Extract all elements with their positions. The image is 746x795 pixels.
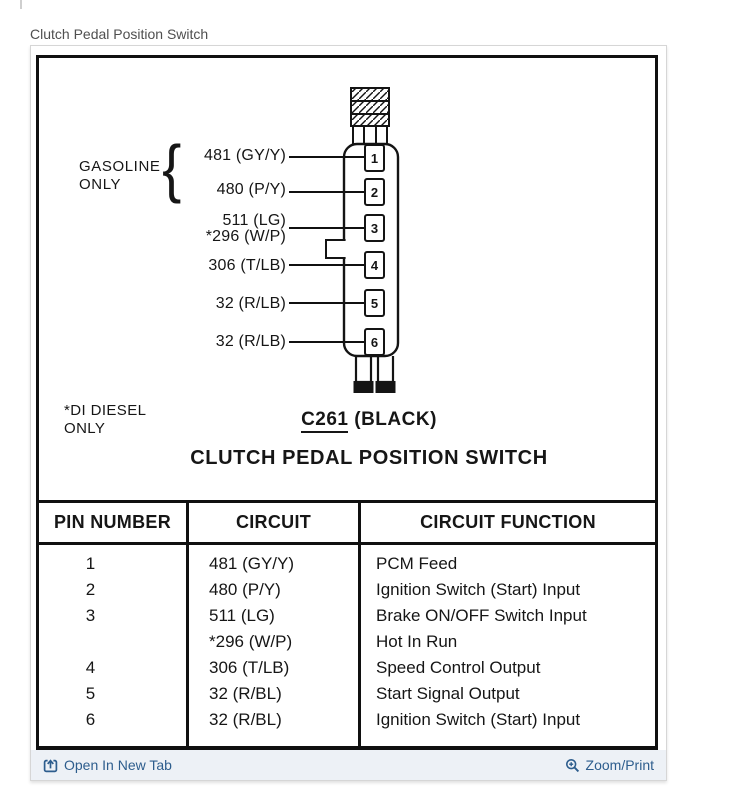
table-row [38,544,657,578]
table-row [38,655,657,681]
wiring-diagram-image [36,55,658,751]
page-title: Clutch Pedal Position Switch [30,26,209,42]
cell-pin: 3 [38,603,188,629]
header-pin-number: PIN NUMBER [38,502,188,544]
cell-circuit: 481 (GY/Y) [188,544,360,578]
cell-pin: 1 [38,544,188,578]
pin-number-6: 6 [370,335,379,350]
pin-table-header-row [38,502,657,544]
diesel-note-line2: ONLY [64,420,106,437]
cell-circuit: 480 (P/Y) [188,577,360,603]
table-row [38,707,657,748]
wire-label-3-line1: 511 (LG) [222,212,286,229]
pin-number-2: 2 [370,185,379,200]
cell-circuit: 511 (LG) [188,603,360,629]
table-row [38,681,657,707]
wire-label-4: 306 (T/LB) [208,257,286,274]
cell-pin [38,629,188,655]
wire-label-1: 481 (GY/Y) [203,147,286,164]
cell-circuit: 32 (R/BL) [188,707,360,748]
cell-pin: 6 [38,707,188,748]
wire-label-2: 480 (P/Y) [216,181,286,198]
cell-circuit: 32 (R/BL) [188,681,360,707]
page-edge-mark [20,0,22,9]
cell-pin: 5 [38,681,188,707]
header-circuit: CIRCUIT [188,502,360,544]
table-row [38,577,657,603]
cell-function: Ignition Switch (Start) Input [360,707,657,748]
wire-label-6: 32 (R/LB) [215,333,286,350]
connector-id-caption [79,409,659,431]
cell-function: Brake ON/OFF Switch Input [360,603,657,629]
diagram-caption: CLUTCH PEDAL POSITION SWITCH [190,447,548,469]
zoom-print-icon [565,758,580,773]
gasoline-note-line2: ONLY [79,176,122,193]
gasoline-note-line1: GASOLINE [79,158,161,175]
cell-circuit: *296 (W/P) [188,629,360,655]
connector-plug-top [351,88,389,144]
cell-function: Hot In Run [360,629,657,655]
connector-drawing [317,85,409,405]
cell-function: Speed Control Output [360,655,657,681]
connector-color: (BLACK) [348,409,437,430]
pin-number-5: 5 [370,296,379,311]
connector-prongs [354,356,396,393]
wire-label-5: 32 (R/LB) [215,295,286,312]
pin-number-3: 3 [370,221,379,236]
image-toolbar [31,750,666,780]
pin-number-1: 1 [370,151,379,166]
connector-body [326,144,398,356]
table-row [38,629,657,655]
cell-pin: 2 [38,577,188,603]
cell-function: PCM Feed [360,544,657,578]
wire-label-3 [99,213,286,244]
pin-number-4: 4 [370,258,379,273]
zoom-print-label: Zoom/Print [585,757,654,773]
connector-pins [365,145,384,355]
cell-circuit: 306 (T/LB) [188,655,360,681]
open-in-new-tab-label: Open In New Tab [64,757,172,773]
open-in-new-tab-icon [43,758,58,773]
connector-id: C261 [301,409,348,433]
pin-table [36,500,658,749]
diesel-note-line1: *DI DIESEL [64,402,147,419]
brace-glyph: { [162,132,182,204]
header-circuit-function: CIRCUIT FUNCTION [360,502,657,544]
zoom-print-button[interactable] [565,757,654,773]
cell-function: Ignition Switch (Start) Input [360,577,657,603]
table-row [38,603,657,629]
diagram-panel [30,45,667,781]
cell-function: Start Signal Output [360,681,657,707]
open-in-new-tab-button[interactable] [43,757,172,773]
cell-pin: 4 [38,655,188,681]
wire-label-3-line2: *296 (W/P) [205,227,286,245]
